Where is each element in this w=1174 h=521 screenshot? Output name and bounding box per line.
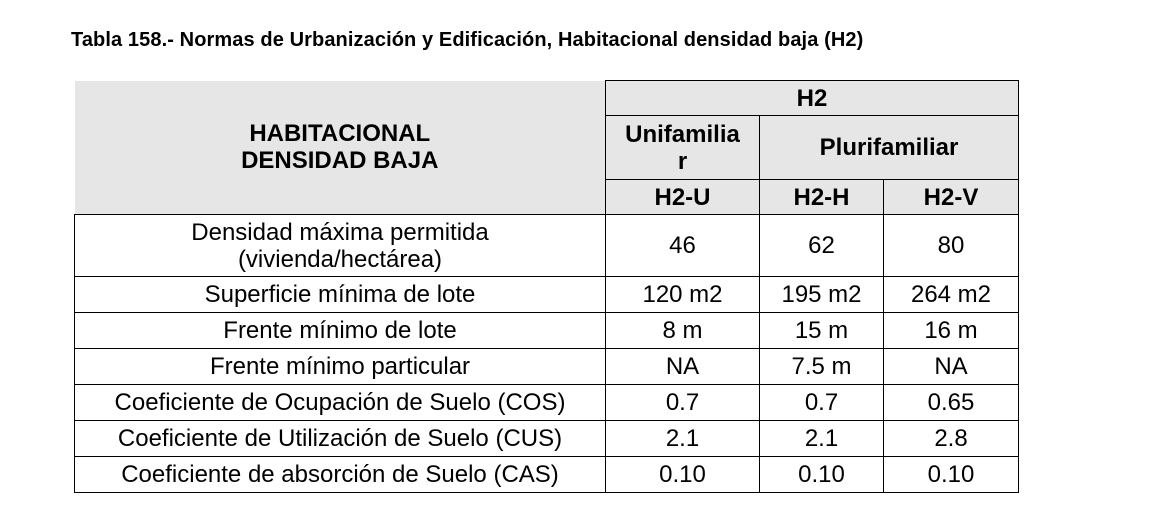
- column-header-h2-u: H2-U: [606, 180, 760, 215]
- cell-h2-v: NA: [884, 349, 1019, 385]
- cell-h2-u: 0.7: [606, 385, 760, 421]
- cell-h2-v: 16 m: [884, 313, 1019, 349]
- sub-header-unifamiliar-line2: r: [677, 147, 688, 175]
- cell-h2-h: 195 m2: [760, 277, 884, 313]
- cell-h2-h: 0.7: [760, 385, 884, 421]
- group-header-h2: H2: [606, 81, 1019, 116]
- table-row: [75, 277, 1019, 313]
- corner-header-line2: DENSIDAD BAJA: [241, 147, 439, 175]
- cell-h2-u: NA: [606, 349, 760, 385]
- table-row: [75, 457, 1019, 493]
- table-row: [75, 349, 1019, 385]
- cell-h2-v: 0.10: [884, 457, 1019, 493]
- cell-h2-h: 62: [760, 215, 884, 277]
- cell-h2-h: 0.10: [760, 457, 884, 493]
- norms-table: [74, 80, 1019, 493]
- row-label-cas: Coeficiente de absorción de Suelo (CAS): [75, 457, 606, 493]
- corner-header: [75, 81, 606, 215]
- row-label-frente-particular: Frente mínimo particular: [75, 349, 606, 385]
- corner-header-line1: HABITACIONAL: [249, 120, 431, 148]
- row-label-frente-lote: Frente mínimo de lote: [75, 313, 606, 349]
- sub-header-plurifamiliar: Plurifamiliar: [760, 116, 1019, 180]
- table-row: [75, 385, 1019, 421]
- cell-h2-u: 46: [606, 215, 760, 277]
- cell-h2-v: 80: [884, 215, 1019, 277]
- table-row: [75, 215, 1019, 277]
- sub-header-unifamiliar: [606, 116, 760, 180]
- header-row-group: [75, 81, 1019, 116]
- cell-h2-v: 2.8: [884, 421, 1019, 457]
- row-label-cos: Coeficiente de Ocupación de Suelo (COS): [75, 385, 606, 421]
- cell-h2-h: 2.1: [760, 421, 884, 457]
- cell-h2-h: 7.5 m: [760, 349, 884, 385]
- column-header-h2-h: H2-H: [760, 180, 884, 215]
- cell-h2-u: 0.10: [606, 457, 760, 493]
- table-row: [75, 421, 1019, 457]
- cell-h2-h: 15 m: [760, 313, 884, 349]
- table-row: [75, 313, 1019, 349]
- table-caption: Tabla 158.- Normas de Urbanización y Edificación, Habitacional densidad baja (H2): [71, 29, 864, 51]
- cell-h2-v: 264 m2: [884, 277, 1019, 313]
- row-label-densidad: [75, 215, 606, 277]
- row-label-line2: (vivienda/hectárea): [237, 245, 443, 273]
- row-label-cus: Coeficiente de Utilización de Suelo (CUS): [75, 421, 606, 457]
- row-label-superficie: Superficie mínima de lote: [75, 277, 606, 313]
- cell-h2-u: 120 m2: [606, 277, 760, 313]
- cell-h2-u: 8 m: [606, 313, 760, 349]
- column-header-h2-v: H2-V: [884, 180, 1019, 215]
- cell-h2-v: 0.65: [884, 385, 1019, 421]
- row-label-line1: Densidad máxima permitida: [191, 218, 489, 246]
- cell-h2-u: 2.1: [606, 421, 760, 457]
- sub-header-unifamiliar-line1: Unifamilia: [625, 120, 740, 148]
